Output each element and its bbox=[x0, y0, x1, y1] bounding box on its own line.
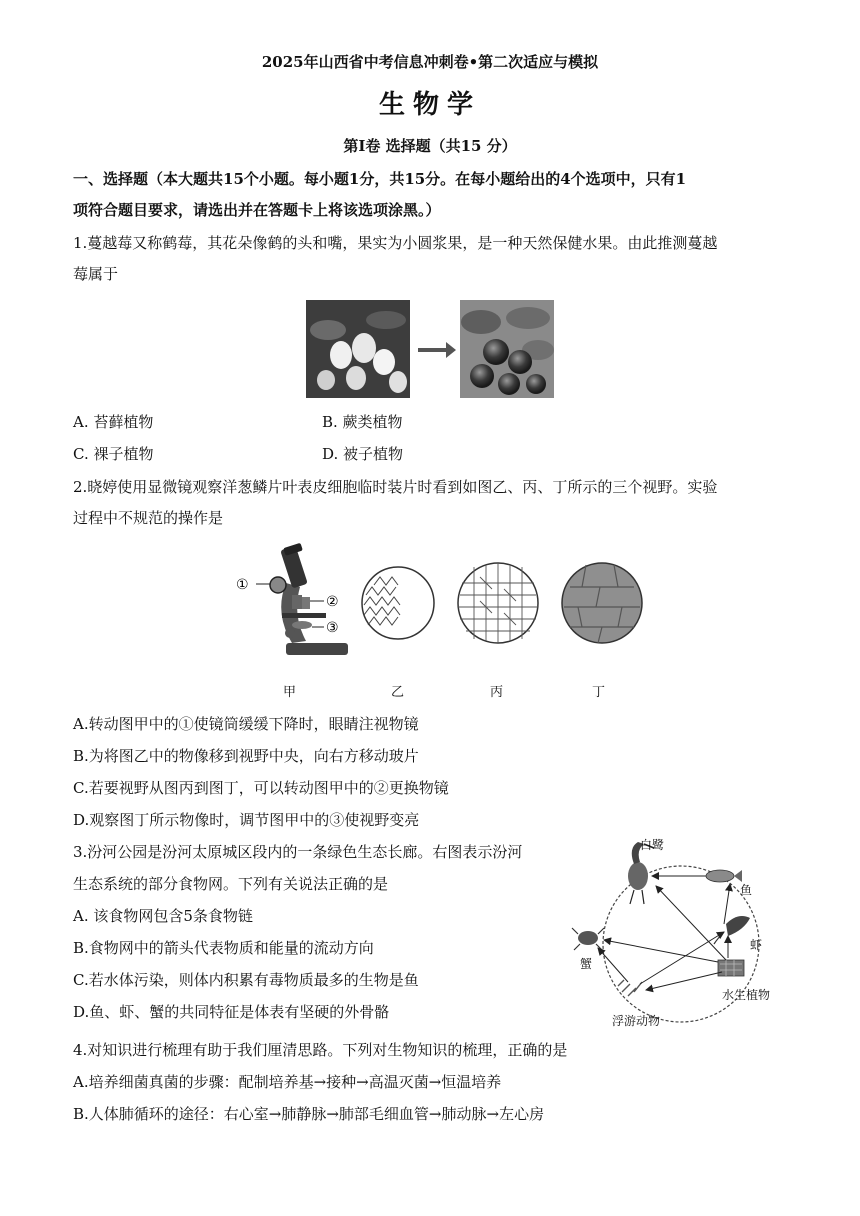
web-label-egret: 白鹭 bbox=[640, 838, 665, 852]
q1-stem-line-2: 莓属于 bbox=[73, 265, 119, 283]
q3-option-c: C.若水体污染，则体内积累有毒物质最多的生物是鱼 bbox=[73, 971, 419, 989]
part-title: 第Ⅰ卷 选择题（共15 分） bbox=[343, 137, 517, 155]
caption-yi: 乙 bbox=[391, 685, 405, 700]
q2-stem-line-2: 过程中不规范的操作是 bbox=[73, 509, 224, 527]
q3-option-b: B.食物网中的箭头代表物质和能量的流动方向 bbox=[73, 939, 374, 957]
label-1: ① bbox=[236, 577, 249, 593]
q2-stem-line-1: 2.晓婷使用显微镜观察洋葱鳞片叶表皮细胞临时装片时看到如图乙、丙、丁所示的三个视野。实验 bbox=[73, 478, 718, 496]
section-instruction-line-2: 项符合题目要求，请选出并在答题卡上将该选项涂黑。） bbox=[73, 201, 441, 219]
q4-stem: 4.对知识进行梳理有助于我们厘清思路。下列对生物知识的梳理，正确的是 bbox=[73, 1041, 568, 1059]
q1-option-c: C. 裸子植物 bbox=[73, 445, 154, 463]
cranberry-flower-fruit-figure bbox=[306, 300, 554, 398]
label-3: ③ bbox=[326, 620, 339, 636]
q3-stem-line-1: 3.汾河公园是汾河太原城区段内的一条绿色生态长廊。右图表示汾河 bbox=[73, 843, 523, 861]
shrimp-icon bbox=[714, 916, 750, 944]
q4-option-a: A.培养细菌真菌的步骤：配制培养基→接种→高温灭菌→恒温培养 bbox=[73, 1073, 502, 1091]
q3-option-a: A. 该食物网包含5条食物链 bbox=[73, 907, 253, 925]
q3-stem-line-2: 生态系统的部分食物网。下列有关说法正确的是 bbox=[73, 875, 389, 893]
view-yi bbox=[362, 567, 434, 639]
q2-option-c: C.若要视野从图丙到图丁，可以转动图甲中的②更换物镜 bbox=[73, 779, 449, 797]
fish-icon bbox=[706, 870, 742, 882]
crab-icon bbox=[572, 928, 604, 950]
q1-option-b: B. 蕨类植物 bbox=[322, 413, 403, 431]
web-label-fish: 鱼 bbox=[740, 883, 753, 897]
caption-ding: 丁 bbox=[592, 685, 606, 700]
section-instruction-line-1: 一、选择题（本大题共15个小题。每小题1分，共15分。在每小题给出的4个选项中，只有1 bbox=[73, 170, 687, 188]
label-2: ② bbox=[326, 594, 339, 610]
view-bing bbox=[458, 563, 538, 643]
web-label-shrimp: 虾 bbox=[750, 938, 763, 952]
q4-option-b: B.人体肺循环的途径：右心室→肺静脉→肺部毛细血管→肺动脉→左心房 bbox=[73, 1105, 545, 1123]
web-label-zooplankton: 浮游动物 bbox=[612, 1014, 661, 1028]
caption-bing: 丙 bbox=[490, 685, 504, 700]
q1-stem-line-1: 1.蔓越莓又称鹤莓，其花朵像鹤的头和嘴，果实为小圆浆果，是一种天然保健水果。由此推测蔓越 bbox=[73, 234, 718, 252]
q2-option-a: A.转动图甲中的①使镜筒缓缓下降时，眼睛注视物镜 bbox=[73, 715, 419, 733]
view-ding bbox=[562, 563, 642, 643]
exam-title: 2025年山西省中考信息冲刺卷•第二次适应与模拟 bbox=[261, 53, 599, 71]
microscope-figure bbox=[230, 543, 740, 663]
zooplankton-icon bbox=[618, 980, 642, 996]
subject-title: 生物学 bbox=[378, 90, 481, 120]
q3-option-d: D.鱼、虾、蟹的共同特征是体表有坚硬的外骨骼 bbox=[73, 1003, 390, 1021]
web-label-aquatic-plant: 水生植物 bbox=[722, 988, 771, 1002]
aquatic-plant-icon bbox=[718, 960, 744, 976]
arrow-icon bbox=[418, 342, 456, 358]
caption-jia: 甲 bbox=[283, 685, 297, 700]
web-label-crab: 蟹 bbox=[580, 957, 593, 971]
q1-option-d: D. 被子植物 bbox=[322, 445, 404, 463]
q1-option-a: A. 苔藓植物 bbox=[73, 413, 154, 431]
q2-option-b: B.为将图乙中的物像移到视野中央，向右方移动玻片 bbox=[73, 747, 419, 765]
q2-option-d: D.观察图丁所示物像时，调节图甲中的③使视野变亮 bbox=[73, 811, 420, 829]
